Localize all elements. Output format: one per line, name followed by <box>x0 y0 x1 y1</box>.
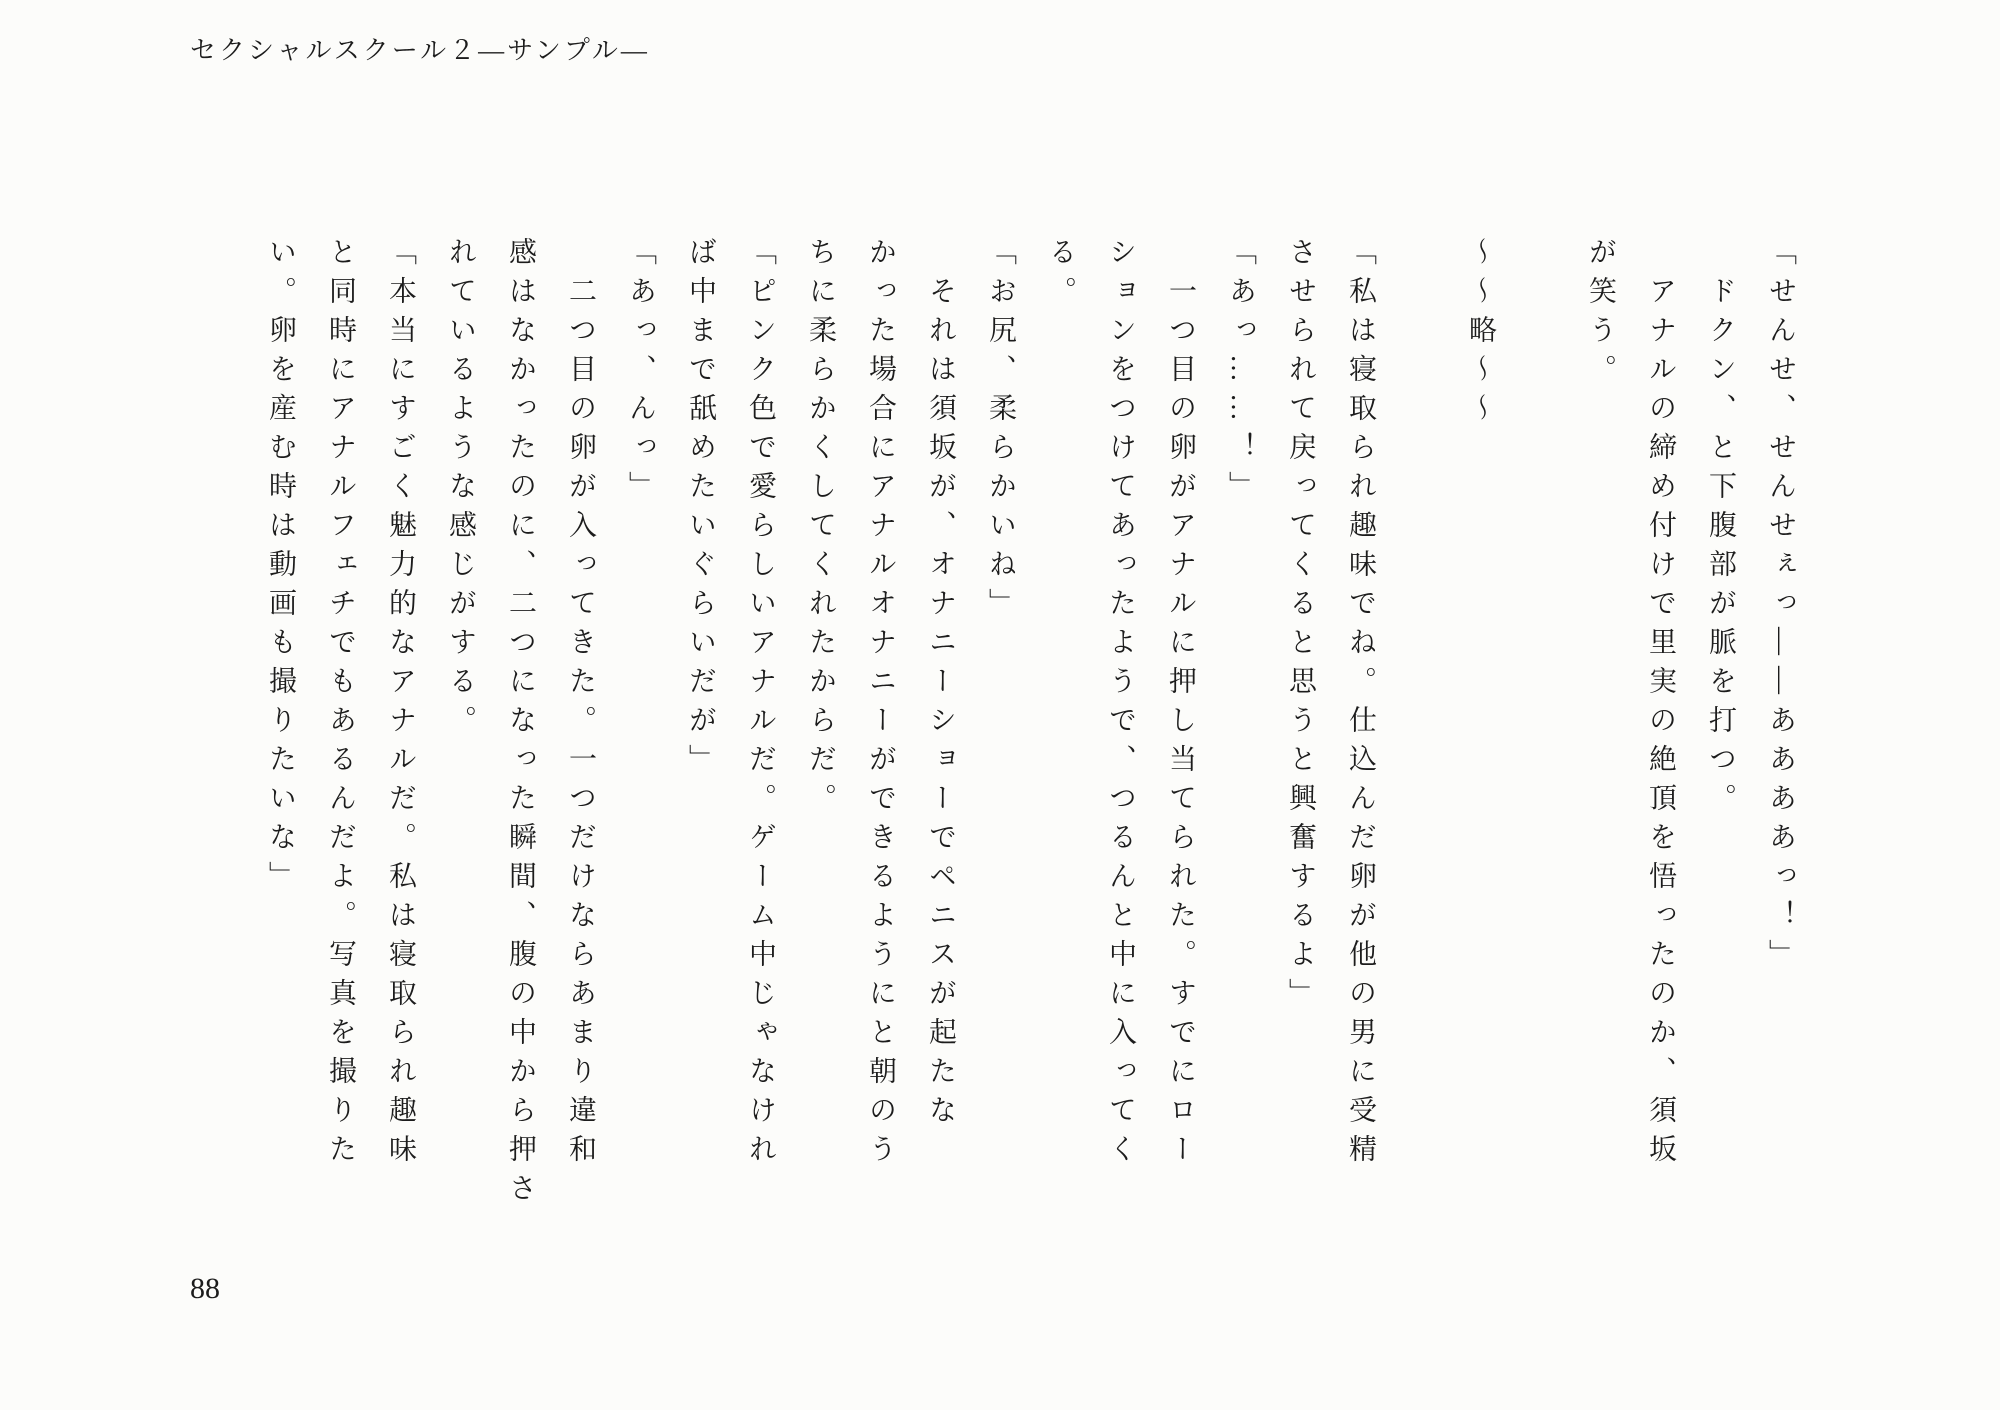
paragraph-narration: ドクン、と下腹部が脈を打つ。 <box>1705 276 1736 822</box>
paragraph-dialogue: 「あっ……！」 <box>1225 237 1256 510</box>
paragraph-dialogue: 「ピンク色で愛らしいアナルだ。ゲーム中じゃなけれ ば中まで舐めたいぐらいだが」 <box>685 237 776 1173</box>
text-body <box>250 237 1810 1222</box>
paragraph-narration: 二つ目の卵が入ってきた。一つだけならあまり違和 感はなかったのに、二つになった瞬間、腹の中から押さ れているような感じがする。 <box>445 237 596 1212</box>
document-header-title: セクシャルスクール２―サンプル― <box>190 36 650 65</box>
paragraph-narration: アナルの締め付けで里実の絶頂を悟ったのか、須坂 が笑う。 <box>1585 237 1676 1173</box>
paragraph-blank <box>1390 237 1450 1222</box>
paragraph-narration: 一つ目の卵がアナルに押し当てられた。すでにロー ションをつけてあったようで、つるんと中に入ってく る。 <box>1045 237 1196 1173</box>
paragraph-dialogue: 「せんせ、せんせぇっ――ああああっ！」 <box>1765 237 1796 978</box>
paragraph-omission-marker: 〜〜略〜〜 <box>1465 237 1496 432</box>
paragraph-dialogue: 「お尻、柔らかいね」 <box>985 237 1016 627</box>
paragraph-dialogue: 「本当にすごく魅力的なアナルだ。私は寝取られ趣味 と同時にアナルフェチでもあるんだよ。写真を撮りた い。卵を産む時は動画も撮りたいな」 <box>265 237 416 1173</box>
page-number: 88 <box>190 1272 220 1305</box>
paragraph-narration: それは須坂が、オナニーショーでペニスが起たな かった場合にアナルオナニーができるようにと朝のう ちに柔らかくしてくれたからだ。 <box>805 237 956 1173</box>
paragraph-dialogue: 「私は寝取られ趣味でね。仕込んだ卵が他の男に受精 させられて戻ってくると思うと興奮するよ」 <box>1285 237 1376 1173</box>
paragraph-blank <box>1510 237 1570 1222</box>
paragraph-dialogue: 「あっ、んっ」 <box>625 237 656 510</box>
